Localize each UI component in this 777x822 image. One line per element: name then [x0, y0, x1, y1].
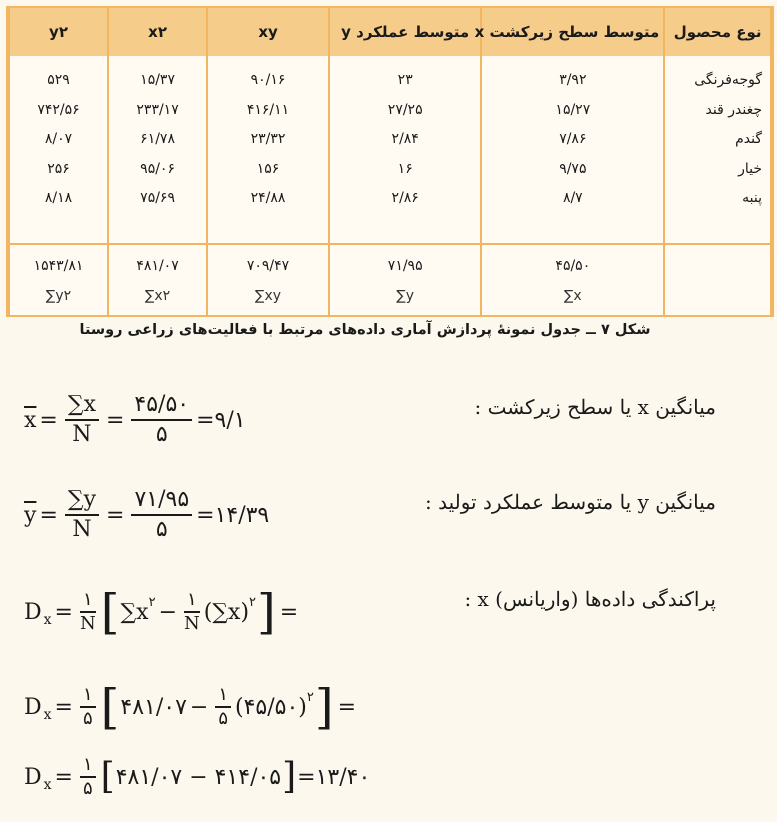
numerator: ۴۵/۵۰: [131, 391, 192, 421]
denominator: ۵: [155, 422, 168, 447]
cell: ۷/۸۶: [559, 131, 587, 147]
table-header-row: [9, 8, 771, 56]
sum-y2: [9, 244, 108, 315]
cell: ۹۵/۰۶: [140, 160, 175, 177]
table-body-rows: [9, 56, 771, 244]
cell: ۲/۸۶: [391, 190, 419, 206]
sum-xy: [207, 244, 329, 315]
sum-x2: [108, 244, 207, 315]
cell: ۲/۸۴: [391, 131, 419, 147]
denominator: ۵: [82, 778, 93, 799]
fraction: [65, 486, 99, 544]
numerator: ۱: [184, 589, 200, 613]
cell: گندم: [735, 131, 762, 147]
sum-product-empty: [664, 244, 771, 315]
data-table-frame: [6, 6, 774, 317]
header-area: متوسط سطح زیرکشت x: [481, 8, 664, 56]
numerator: ۷۱/۹۵: [131, 486, 192, 516]
fraction: [80, 684, 96, 730]
term: (۴۵/۵۰): [235, 694, 307, 720]
formula-variance: [24, 577, 744, 647]
formula-label: میانگین x یا سطح زیرکشت :: [474, 395, 716, 419]
equals: =: [337, 694, 356, 720]
table-sum-row: [9, 244, 771, 315]
cell: ۲۵۶: [47, 160, 70, 177]
cell: ۱۶: [397, 160, 413, 177]
cell: ۷۵/۶۹: [140, 190, 175, 206]
sum-value: ۷۱/۹۵: [387, 258, 423, 274]
cell: پنبه: [742, 190, 762, 206]
d-symbol: D: [24, 599, 42, 625]
col-xy: [207, 56, 329, 244]
cell: ۴۱۶/۱۱: [246, 101, 290, 118]
d-symbol: D: [24, 764, 42, 790]
cell: ۱۵/۲۷: [555, 101, 591, 118]
numerator: ۱: [80, 589, 96, 613]
fraction: [80, 589, 96, 635]
formula-variance-3-expr: D x = $\frac{۱}{۵}$ [ ۴۸۱/۰۷ − ۴۱۴/۰۵ ] =۱۳/۴۰: [24, 754, 371, 799]
x-bar: $\overline{x}$: [24, 407, 37, 433]
cell: ۷۴۲/۵۶: [37, 101, 80, 118]
denominator: ۵: [155, 517, 168, 542]
subscript: x: [43, 707, 52, 723]
cell: ۲۳: [397, 72, 413, 88]
cell: خیار: [738, 160, 762, 177]
cell: ۲۳/۳۲: [250, 131, 286, 147]
fraction: [131, 391, 192, 449]
result: =۹/۱: [196, 407, 246, 433]
superscript: ۲: [148, 594, 156, 610]
numerator: ∑y: [65, 486, 99, 516]
denominator: N: [72, 422, 92, 447]
sum-symbol: ∑x۲: [144, 288, 171, 304]
result: =۱۴/۳۹: [196, 502, 270, 528]
sum-symbol: ∑y۲: [45, 288, 72, 304]
cell: ۲۴/۸۸: [250, 190, 286, 206]
numerator: ۱: [80, 684, 96, 708]
denominator: ۵: [218, 708, 228, 729]
superscript: ۲: [249, 594, 257, 610]
sum-area: [481, 244, 664, 315]
fraction: [131, 486, 192, 544]
fraction: [184, 589, 200, 635]
cell: ۲۳۳/۱۷: [136, 101, 179, 118]
formula-variance-2: [24, 672, 744, 742]
sum-symbol: ∑y: [396, 288, 415, 304]
col-area: [481, 56, 664, 244]
header-y2: y۲: [9, 8, 108, 56]
denominator: N: [72, 517, 92, 542]
numerator: ۱: [80, 754, 96, 778]
denominator: N: [79, 613, 96, 634]
subscript: x: [43, 777, 52, 793]
formula-variance-3: [24, 742, 744, 812]
data-table: [8, 8, 772, 315]
formula-mean-x-expr: $\overline{x}$ = $\frac{\sum x}{N}$ = $\frac{۴۵/۵۰}{۵}$ =۹/۱: [24, 392, 246, 447]
col-x2: [108, 56, 207, 244]
term: (∑x): [203, 599, 250, 625]
cell: ۱۵/۳۷: [140, 72, 175, 88]
header-x2: x۲: [108, 8, 207, 56]
col-y2: [9, 56, 108, 244]
cell: ۸/۰۷: [44, 131, 73, 147]
cell: ۸/۱۸: [44, 190, 73, 206]
cell: ۲۷/۲۵: [387, 101, 423, 118]
sum-symbol: ∑x: [563, 288, 582, 304]
sum-value: ۴۸۱/۰۷: [136, 258, 179, 274]
fraction: [80, 754, 96, 800]
sum-value: ۷۰۹/۴۷: [246, 258, 290, 274]
term: ∑x: [120, 599, 149, 625]
formula-label: پراکندگی داده‌ها (واریانس) x :: [464, 587, 716, 611]
col-yield: [329, 56, 481, 244]
term: ۴۸۱/۰۷: [120, 694, 187, 720]
cell: ۳/۹۲: [559, 72, 587, 88]
superscript: ۲: [306, 689, 314, 705]
result: =۱۳/۴۰: [297, 764, 371, 790]
formula-mean-y: [24, 480, 744, 550]
formula-mean-x: [24, 385, 744, 455]
numerator: ∑x: [65, 391, 99, 421]
equals: =: [279, 599, 299, 625]
denominator: N: [184, 613, 200, 634]
formula-label: میانگین y یا متوسط عملکرد تولید :: [424, 490, 716, 514]
y-bar: $\overline{y}$: [24, 502, 37, 528]
cell: ۵۲۹: [47, 72, 70, 88]
header-xy: xy: [207, 8, 329, 56]
sum-yield: [329, 244, 481, 315]
formula-mean-y-expr: $\overline{y}$ = $\frac{\sum y}{N}$ = $\frac{۷۱/۹۵}{۵}$ =۱۴/۳۹: [24, 487, 270, 542]
cell: ۶۱/۷۸: [140, 131, 175, 147]
cell: ۹/۷۵: [559, 160, 587, 177]
sum-value: ۱۵۴۳/۸۱: [33, 258, 84, 274]
sum-value: ۴۵/۵۰: [555, 258, 591, 274]
sum-symbol: ∑xy: [255, 288, 282, 304]
d-symbol: D: [24, 694, 42, 720]
cell: ۹۰/۱۶: [250, 72, 286, 88]
numerator: ۱: [215, 684, 231, 708]
formula-variance-2-expr: D x = $\frac{۱}{۵}$ [ ۴۸۱/۰۷ − $\frac{۱}{۵}$ (۴۵/۵۰) ۲ ] =: [24, 679, 356, 735]
cell: ۱۵۶: [256, 160, 280, 177]
denominator: ۵: [82, 708, 93, 729]
cell: ۸/۷: [562, 190, 583, 206]
formula-variance-expr: D x = $\frac{۱}{N}$ [ ∑x ۲ − $\frac{۱}{N}$ (∑x) ۲ ] =: [24, 584, 299, 640]
col-product: [664, 56, 771, 244]
header-yield: متوسط عملکرد y: [329, 8, 481, 56]
fraction: [65, 391, 99, 449]
cell: گوجه‌فرنگی: [694, 72, 762, 88]
header-product: نوع محصول: [664, 8, 771, 56]
subscript: x: [43, 612, 52, 628]
fraction: [215, 684, 231, 730]
figure-caption: شکل ۷ ــ جدول نمونهٔ پردازش آماری داده‌های مرتبط با فعالیت‌های زراعی روستا: [79, 322, 651, 338]
cell: چغندر قند: [705, 101, 762, 118]
term: ۴۸۱/۰۷ − ۴۱۴/۰۵: [115, 764, 282, 790]
